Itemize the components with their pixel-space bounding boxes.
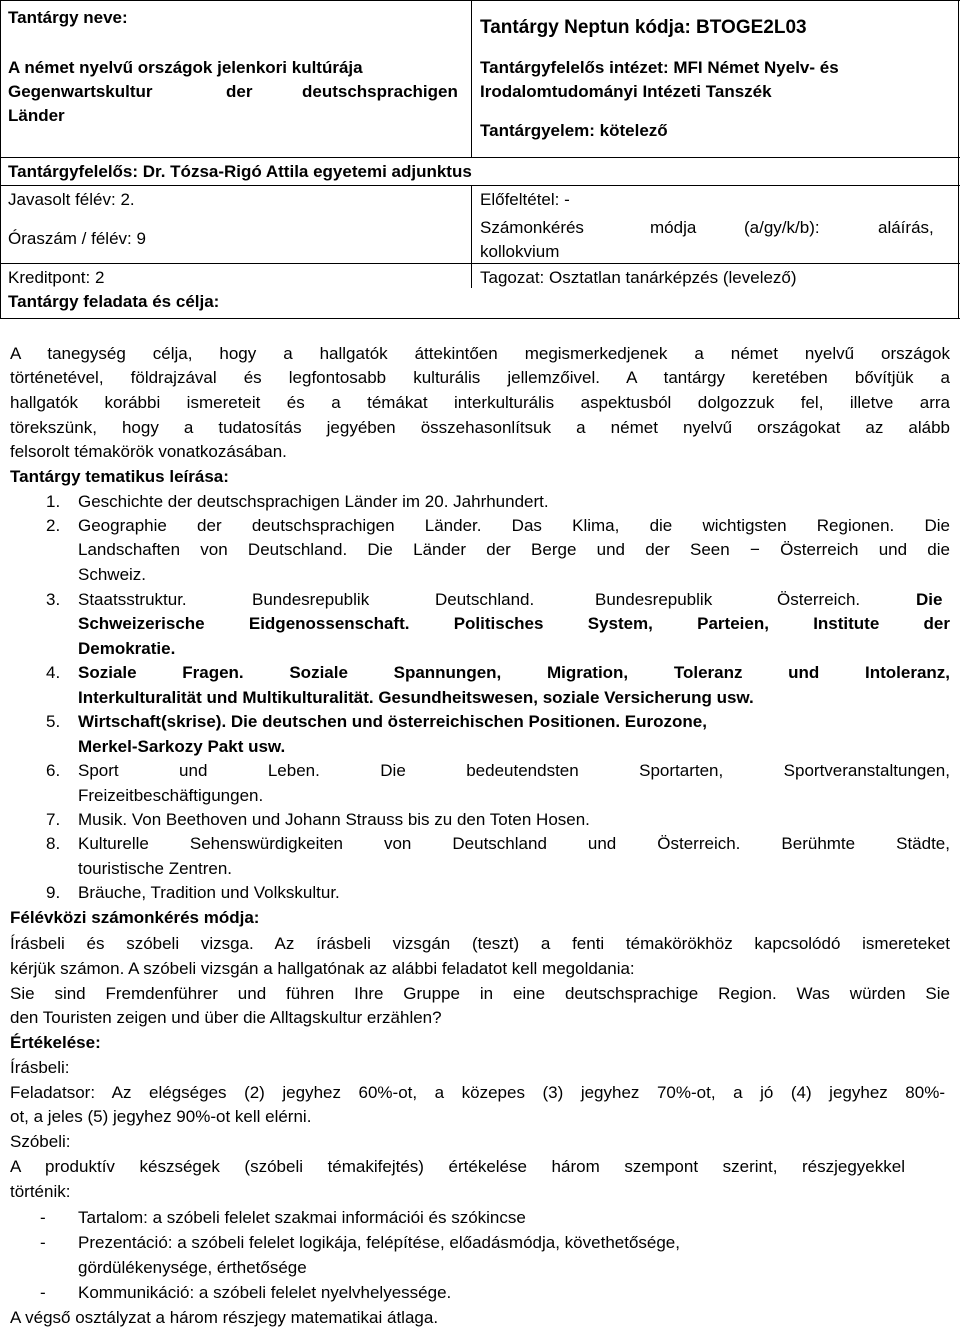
written-text-line: ot, a jeles (5) jegyhez 90%-ot kell elérni. [10,1107,312,1126]
assessment-method: aláírás, [878,218,934,237]
assessment-method: módja [650,218,697,237]
oral-text-line: történik: [10,1182,71,1201]
topic-text: Landschaften von Deutschland. Die Länder der Berge und der Seen − Österreich und die [78,540,950,559]
credits: Kreditpont: 2 [8,268,105,287]
table-divider [0,157,960,158]
oral-text-line: A produktív készségek (szóbeli témakifejtés) értékelése három szempont szerint, részjegyekkel [10,1157,905,1176]
assessment-method: Számonkérés [480,218,584,237]
topic-text: touristische Zentren. [78,859,233,878]
neptun-code: Tantárgy Neptun kódja: BTOGE2L03 [480,17,807,38]
oral-item-dash: - [40,1283,46,1302]
table-border-right [958,0,959,318]
table-column-divider [471,185,472,288]
written-text-line: Feladatsor: Az elégséges (2) jegyhez 60%-ot, a közepes (3) jegyhez 70%-ot, a jó (4) jegyhez 80%- [10,1083,945,1102]
topic-number: 1. [46,492,61,511]
prerequisite: Előfeltétel: - [480,190,570,209]
topic-number: 5. [46,712,61,731]
topic-number: 2. [46,516,61,535]
topic-number: 4. [46,663,61,682]
recommended-semester: Javasolt félév: 2. [8,190,135,209]
topic-text: Österreich. [777,590,861,609]
topic-text: Geschichte der deutschsprachigen Länder im 20. Jahrhundert. [78,492,549,511]
topic-text: Musik. Von Beethoven und Johann Strauss bis zu den Toten Hosen. [78,810,590,829]
final-grade-text: A végső osztályzat a három részjegy matematikai átlaga. [10,1308,439,1327]
topic-text: Bundesrepublik [595,590,713,609]
subject-name-de: der [226,82,253,101]
assessment-method: kollokvium [480,242,560,261]
oral-item-dash: - [40,1233,46,1252]
aim-text-line: törekszünk, hogy a tudatosítás jegyében összehasonlítsuk a német nyelvű országokat az alább [10,418,950,437]
topic-text: Deutschland. [435,590,535,609]
topic-text: Kulturelle Sehenswürdigkeiten von Deutschland und Österreich. Berühmte Städte, [78,834,950,853]
subject-name-label: Tantárgy neve: [8,8,128,27]
topic-text: Merkel-Sarkozy Pakt usw. [78,737,286,756]
topic-text: Soziale Fragen. Soziale Spannungen, Migration, Toleranz und Intoleranz, [78,663,950,682]
midterm-text-line: den Touristen zeigen und über die Alltagskultur erzählen? [10,1008,442,1027]
topic-text: Sport und Leben. Die bedeutendsten Sportarten, Sportveranstaltungen, [78,761,950,780]
midterm-text-line: Sie sind Fremdenführer und führen Ihre Gruppe in eine deutschsprachige Region. Was würden Sie [10,984,950,1003]
course-responsible: Tantárgyfelelős: Dr. Tózsa-Rigó Attila egyetemi adjunktus [8,162,472,181]
topic-text: Interkulturalität und Multikulturalität. Gesundheitswesen, soziale Versicherung usw. [78,688,754,707]
evaluation-label: Értékelése: [10,1033,101,1052]
topic-text: Bundesrepublik [252,590,370,609]
institute: Irodalomtudományi Intézeti Tanszék [480,82,772,101]
aim-label: Tantárgy feladata és célja: [8,292,220,311]
topic-number: 7. [46,810,61,829]
institute: Tantárgyfelelős intézet: MFI Német Nyelv- és [480,58,839,77]
topic-text: Demokratie. [78,639,176,658]
table-border-left [0,0,1,318]
oral-label: Szóbeli: [10,1132,71,1151]
topic-number: 9. [46,883,61,902]
oral-item-text: Kommunikáció: a szóbeli felelet nyelvhelyessége. [78,1283,452,1302]
oral-item-text: Prezentáció: a szóbeli felelet logikája, felépítése, előadásmódja, követhetősége, [78,1233,680,1252]
table-divider [0,318,960,319]
aim-text-line: hallgatók korábbi ismereteit és a témákat interkulturális aspektusból dolgozzuk fel, illetve arra [10,393,950,412]
topic-text: Wirtschaft(skrise). Die deutschen und österreichischen Positionen. Eurozone, [78,712,707,731]
topic-text: Staatsstruktur. [78,590,187,609]
midterm-text-line: Írásbeli és szóbeli vizsga. Az írásbeli vizsgán (teszt) a fenti témakörökhöz kapcsolódó ismereteket [10,934,950,953]
section: Tagozat: Osztatlan tanárképzés (levelező) [480,268,797,287]
topic-text: Freizeitbeschäftigungen. [78,786,264,805]
assessment-method: (a/gy/k/b): [744,218,820,237]
midterm-label: Félévközi számonkérés módja: [10,908,260,927]
oral-item-text: gördülékenysége, érthetősége [78,1258,307,1277]
oral-item-dash: - [40,1208,46,1227]
aim-text-line: felsorolt témakörök vonatkozásában. [10,442,287,461]
aim-text-line: történetével, földrajzával és legfontosabb kulturális jellemzőivel. A tantárgy keretében bővítjük a [10,368,950,387]
topic-number: 3. [46,590,61,609]
topic-text: Schweizerische Eidgenossenschaft. Politisches System, Parteien, Institute der [78,614,950,633]
table-border-top [0,0,960,1]
subject-name-de: Gegenwartskultur [8,82,153,101]
topics-label: Tantárgy tematikus leírása: [10,467,229,486]
topic-text: Bräuche, Tradition und Volkskultur. [78,883,340,902]
midterm-text-line: kérjük számon. A szóbeli vizsgán a hallgatónak az alábbi feladatot kell megoldania: [10,959,635,978]
topic-number: 6. [46,761,61,780]
subject-name-de: deutschsprachigen [302,82,458,101]
course-element: Tantárgyelem: kötelező [480,121,668,140]
table-column-divider [471,0,472,157]
topic-text: Geographie der deutschsprachigen Länder. Das Klima, die wichtigsten Regionen. Die [78,516,950,535]
hours-per-semester: Óraszám / félév: 9 [8,229,146,248]
topic-text: Schweiz. [78,565,147,584]
aim-text-line: A tanegység célja, hogy a hallgatók áttekintően megismerkedjenek a német nyelvű országok [10,344,950,363]
written-label: Írásbeli: [10,1058,70,1077]
table-divider [0,185,960,186]
topic-number: 8. [46,834,61,853]
topic-text: Die [916,590,943,609]
subject-name-hu: A német nyelvű országok jelenkori kultúrája [8,58,363,77]
subject-name-de: Länder [8,106,65,125]
table-divider [0,263,960,264]
oral-item-text: Tartalom: a szóbeli felelet szakmai információi és szókincse [78,1208,526,1227]
